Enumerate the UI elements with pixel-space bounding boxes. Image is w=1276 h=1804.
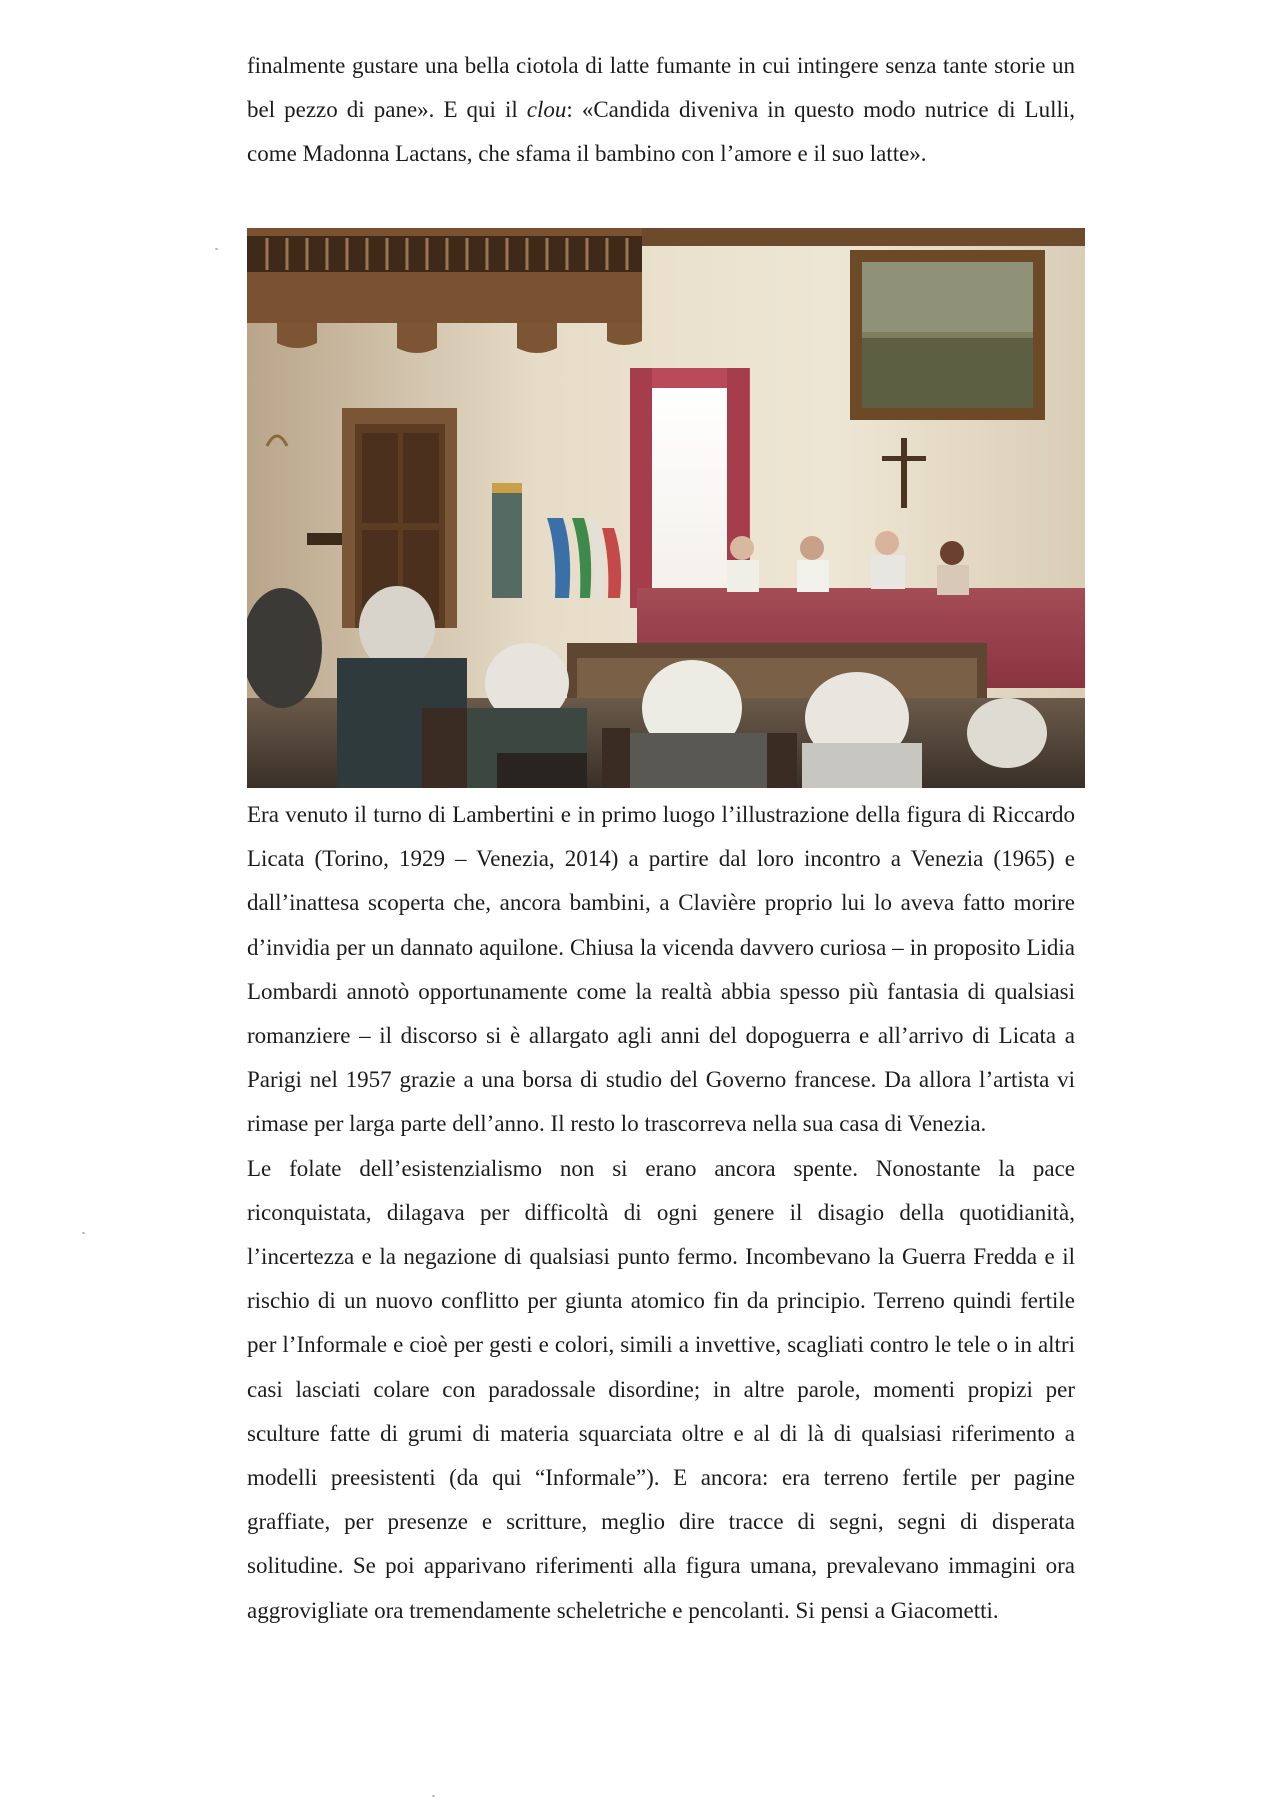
top-paragraph-text-end: : «Candida diveniva in questo modo nutrice di Lulli, come Madonna Lactans, che sfama il bambino con l’amore e il suo latte».	[247, 97, 1075, 167]
scan-speck	[215, 248, 218, 250]
scan-speck	[82, 1232, 85, 1234]
conference-room-photo	[247, 228, 1085, 788]
scan-speck	[432, 1795, 435, 1797]
top-paragraph	[247, 44, 1075, 177]
top-paragraph-text-start: finalmente gustare una bella ciotola di latte fumante in cui intingere senza tante storie un bel pezzo di pane». E qui il	[247, 53, 1075, 123]
paragraph-licata: Era venuto il turno di Lambertini e in primo luogo l’illustrazione della figura di Riccardo Licata (Torino, 1929 – Venezia, 2014) a partire dal loro incontro a Venezia (1965) e dall’inattesa scoperta che, ancora bambini, a Clavière proprio lui lo aveva fatto morire d’invidia per un dannato aquilone. Chiusa la vicenda davvero curiosa – in proposito Lidia Lombardi annotò opportunamente come la realtà abbia spesso più fantasia di qualsiasi romanziere – il discorso si è allargato agli anni del dopoguerra e all’arrivo di Licata a Parigi nel 1957 grazie a una borsa di studio del Governo francese. Da allora l’artista vi rimase per larga parte dell’anno. Il resto lo trascorreva nella sua casa di Venezia.	[247, 802, 1075, 1137]
emphasis-clou: clou	[526, 97, 567, 123]
text-block-bottom	[247, 793, 1075, 1633]
paragraph-esistenzialismo: Le folate dell’esistenzialismo non si erano ancora spente. Nonostante la pace riconquistata, dilagava per difficoltà di ogni genere il disagio della quotidianità, l’incertezza e la negazione di qualsiasi punto fermo. Incombevano la Guerra Fredda e il rischio di un nuovo conflitto per giunta atomico fin da principio. Terreno quindi fertile per l’Informale e cioè per gesti e colori, simili a invettive, scagliati contro le tele o in altri casi lasciati colare con paradossale disordine; in altre parole, momenti propizi per sculture fatte di grumi di materia squarciata oltre e al di là di qualsiasi riferimento a modelli preesistenti (da qui “Informale”). E ancora: era terreno fertile per pagine graffiate, per presenze e scritture, meglio dire tracce di segni, segni di disperata solitudine. Se poi apparivano riferimenti alla figura umana, prevalevano immagini ora aggrovigliate ora tremendamente scheletriche e pencolanti. Si pensi a Giacometti.	[247, 1155, 1075, 1623]
text-block-top	[247, 44, 1075, 177]
